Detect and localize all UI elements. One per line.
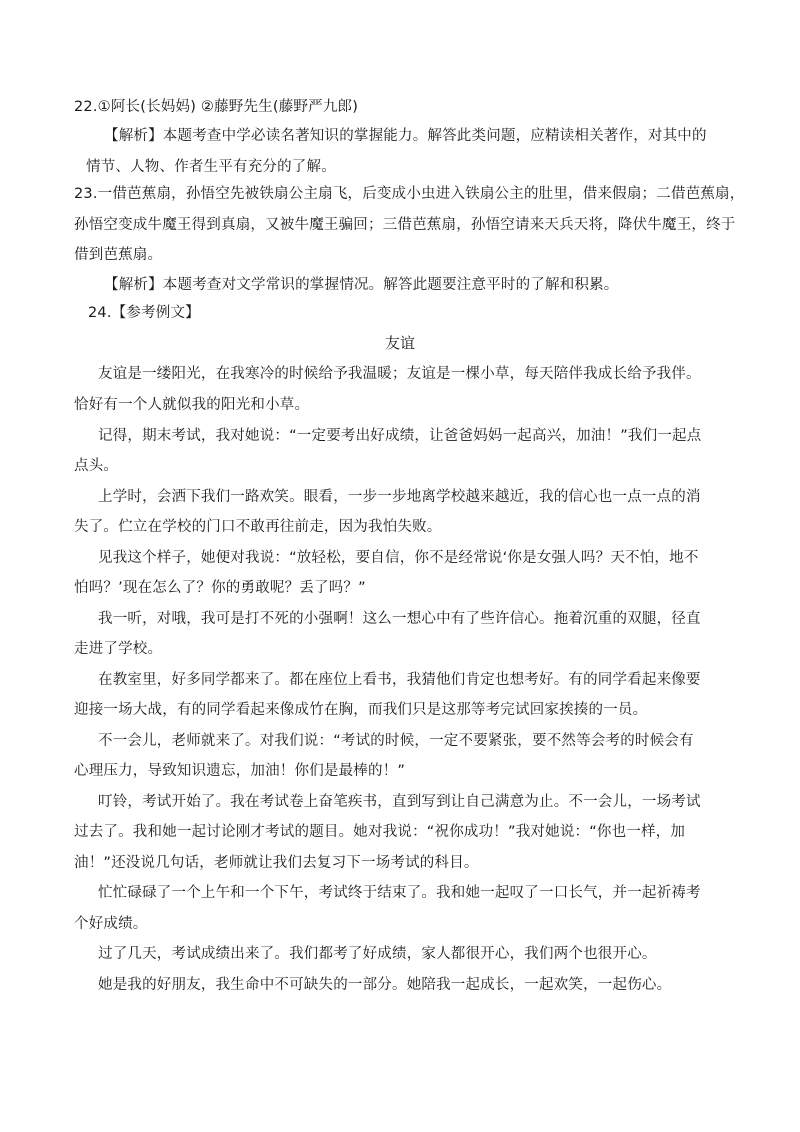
essay-paragraph-10: 过了几天，考试成绩出来了。我们都考了好成绩，家人都很开心，我们两个也很开心。 [98, 946, 657, 962]
essay-paragraph-7-line-2: 心理压力，导致知识遗忘，加油！你们是最棒的！” [74, 763, 406, 779]
analysis-22-line-1: 【解析】本题考查中学必读名著知识的掌握能力。解答此类问题，应精读相关著作，对其中的 [104, 128, 707, 144]
essay-paragraph-8-line-1: 叮铃，考试开始了。我在考试卷上奋笔疾书，直到写到让自己满意为止。不一会儿，一场考试 [98, 794, 701, 810]
essay-paragraph-4-line-1: 见我这个样子，她便对我说：“放轻松，要自信，你不是经常说‘你是女强人吗？天不怕，地不 [98, 550, 699, 566]
essay-paragraph-8-line-3: 油！”还没说几句话，老师就让我们去复习下一场考试的科目。 [74, 855, 479, 871]
answer-23-line-2: 孙悟空变成牛魔王得到真扇，又被牛魔王骗回；三借芭蕉扇，孙悟空请来天兵天将，降伏牛魔王，终于 [74, 217, 736, 233]
essay-paragraph-1-line-2: 恰好有一个人就似我的阳光和小草。 [74, 397, 310, 413]
essay-paragraph-2-line-2: 点头。 [74, 458, 119, 474]
essay-paragraph-9-line-1: 忙忙碌碌了一个上午和一个下午，考试终于结束了。我和她一起叹了一口长气，并一起祈祷考 [98, 885, 701, 901]
answer-23-line-1: 23.一借芭蕉扇，孙悟空先被铁扇公主扇飞，后变成小虫进入铁扇公主的肚里，借来假扇；二借芭蕉扇， [74, 186, 745, 202]
essay-paragraph-1-line-1: 友谊是一缕阳光，在我寒冷的时候给予我温暖；友谊是一棵小草，每天陪伴我成长给予我伴。 [98, 366, 701, 382]
essay-paragraph-8-line-2: 过去了。我和她一起讨论刚才考试的题目。她对我说：“祝你成功！”我对她说：“你也一样，加 [74, 824, 686, 840]
essay-paragraph-7-line-1: 不一会儿，老师就来了。对我们说：“考试的时候，一定不要紧张，要不然等会考的时候会有 [98, 733, 694, 749]
analysis-22-line-2: 情节、人物、作者生平有充分的了解。 [86, 159, 336, 175]
answer-22: 22.①阿长(长妈妈) ②藤野先生(藤野严九郎) [74, 99, 359, 115]
essay-paragraph-3-line-2: 失了。伫立在学校的门口不敢再往前走，因为我怕失败。 [74, 519, 442, 535]
essay-paragraph-11: 她是我的好朋友，我生命中不可缺失的一部分。她陪我一起成长，一起欢笑，一起伤心。 [98, 977, 672, 993]
analysis-23: 【解析】本题考查对文学常识的掌握情况。解答此题要注意平时的了解和积累。 [104, 277, 619, 293]
essay-paragraph-5-line-1: 我一听，对哦，我可是打不死的小强啊！这么一想心中有了些许信心。拖着沉重的双腿，径直 [98, 611, 701, 627]
answer-23-line-3: 借到芭蕉扇。 [74, 247, 163, 263]
answer-24-heading: 24.【参考例文】 [88, 305, 200, 321]
essay-paragraph-2-line-1: 记得，期末考试，我对她说：“一定要考出好成绩，让爸爸妈妈一起高兴，加油！”我们一起点 [98, 428, 702, 444]
essay-paragraph-6-line-2: 迎接一场大战，有的同学看起来像成竹在胸，而我们只是这那等考完试回家挨揍的一员。 [74, 702, 648, 718]
essay-paragraph-5-line-2: 走进了学校。 [74, 641, 163, 657]
essay-title: 友谊 [384, 334, 415, 352]
essay-paragraph-6-line-1: 在教室里，好多同学都来了。都在座位上看书，我猜他们肯定也想考好。有的同学看起来像要 [98, 672, 701, 688]
essay-paragraph-4-line-2: 怕吗？’现在怎么了？你的勇敢呢？丢了吗？” [74, 580, 366, 596]
essay-paragraph-3-line-1: 上学时，会洒下我们一路欢笑。眼看，一步一步地离学校越来越近，我的信心也一点一点的消 [98, 489, 701, 505]
essay-paragraph-9-line-2: 个好成绩。 [74, 916, 148, 932]
